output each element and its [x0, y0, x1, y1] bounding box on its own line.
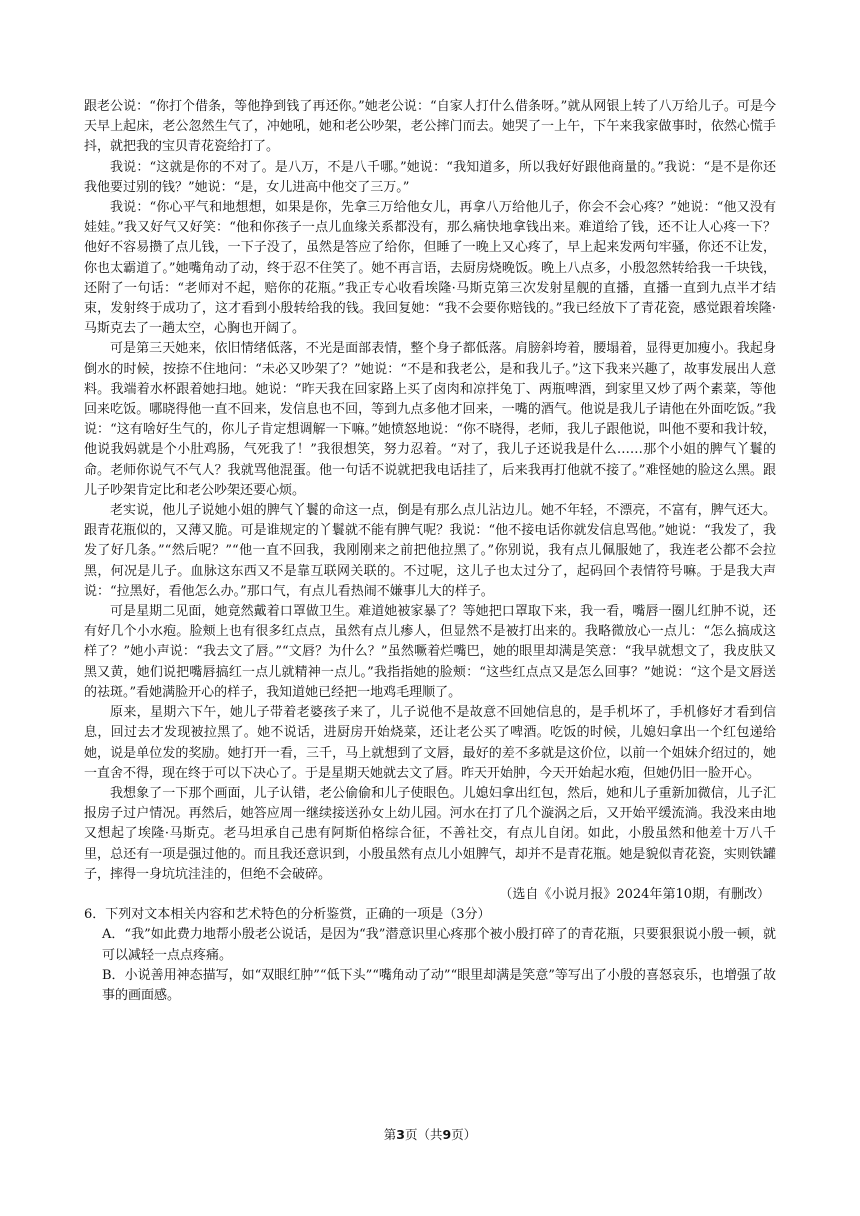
footer-middle: 页（共 [404, 1127, 443, 1142]
paragraph: 跟老公说：“你打个借条，等他挣到钱了再还你。”她老公说：“自家人打什么借条呀。”就从网银上转了八万给儿子。可是今天早上起床，老公忽然生气了，冲她吼，她和老公吵架，老公摔门而去。她哭了一上午，下午来我家做事时，依然心慌手抖，就把我的宝贝青花瓷给打了。 [84, 99, 776, 155]
paragraph: 可是星期二见面，她竟然戴着口罩做卫生。难道她被家暴了？等她把口罩取下来，我一看，嘴唇一圈儿红肿不说，还有好几个小水疱。脸颊上也有很多红点点，虽然有点儿瘆人，但显然不是被打出来的。我略微放心一点儿：“怎么搞成这样了？”她小声说：“我去文了唇。”“文唇？为什么？”虽然噘着烂嘴巴，她的眼里却满是笑意：“我早就想文了，我皮肤又黑又黄，她们说把嘴唇搞红一点儿就精神一点儿。”我指指她的脸颊：“这些红点点又是怎么回事？”她说：“这个是文唇送的祛斑。”看她满脸开心的样子，我知道她已经把一地鸡毛理顺了。 [84, 604, 776, 700]
paragraph: 原来，星期六下午，她儿子带着老婆孩子来了，儿子说他不是故意不回她信息的，是手机坏了，手机修好才看到信息，回过去才发现被拉黑了。她不说话，进厨房开始烧菜，还让老公买了啤酒。吃饭的时候，儿媳妇拿出一个红包递给她，说是单位发的奖励。她打开一看，三千，马上就想到了文唇，最好的差不多就是这价位，以前一个姐妹介绍过的，她一直舍不得，现在终于可以下决心了。于是星期天她就去文了唇。昨天开始肿，今天开始起水疱，但她仍旧一脸开心。 [84, 705, 776, 781]
footer-total-pages: 9 [442, 1127, 452, 1142]
paragraph: 我说：“这就是你的不对了。是八万，不是八千哪。”她说：“我知道多，所以我好好跟他商量的。”我说：“是不是你还我他要过别的钱？”她说：“是，女儿进高中他交了三万。” [84, 159, 776, 195]
document-body [84, 97, 776, 1006]
source-note: （选自《小说月报》2024年第10期，有删改） [499, 886, 770, 902]
paragraph: 可是第三天她来，依旧情绪低落，不光是面部表情，整个身子都低落。肩膀斜垮着，腰塌着，显得更加瘦小。我起身倒水的时候，按捺不住地问：“未必又吵架了？”她说：“不是和我老公，是和我儿子。”这下我来兴趣了，故事发展出人意料。我端着水杯跟着她扫地。她说：“昨天我在回家路上买了卤肉和凉拌兔丁、两瓶啤酒，到家里又炒了两个素菜，等他回来吃饭。哪晓得他一直不回来，发信息也不回，等到九点多他才回来，一嘴的酒气。他说是我儿子请他在外面吃饭。”我说：“这有啥好生气的，你儿子肯定想调解一下嘛。”她愤怒地说：“你不晓得，老师，我儿子跟他说，叫他不要和我计较，他说我妈就是个小肚鸡肠，气死我了！”我很想笑，努力忍着。“对了，我儿子还说我是什么……那个小姐的脾气丫鬟的命。老师你说气不气人？我就骂他混蛋。他一句话不说就把我电话挂了，后来我再打他就不接了。”难怪她的脸这么黑。跟儿子吵架肯定比和老公吵架还要心烦。 [84, 341, 776, 498]
question-stem: 6．下列对文本相关内容和艺术特色的分析鉴赏，正确的一项是（3分） [84, 907, 491, 923]
paragraph: 我想象了一下那个画面，儿子认错，老公偷偷和儿子使眼色。儿媳妇拿出红包，然后，她和儿子重新加微信，儿子汇报房子过户情况。再然后，她答应周一继续接送孙女上幼儿园。河水在打了几个漩涡之后，又开始平缓流淌。我没来由地又想起了埃隆·马斯克。老马坦承自己患有阿斯伯格综合征，不善社交，有点儿自闭。如此，小殷虽然和他差十万八千里，总还有一项是强过他的。而且我还意识到，小殷虽然有点儿小姐脾气，却并不是青花瓶。她是貌似青花瓷，实则铁罐子，摔得一身坑坑洼洼的，但绝不会破碎。 [84, 785, 776, 882]
footer-suffix: 页） [451, 1127, 477, 1142]
footer-page-number: 3 [396, 1127, 405, 1142]
page-footer [0, 1125, 860, 1143]
footer-prefix: 第 [383, 1127, 397, 1142]
paragraph: 我说：“你心平气和地想想，如果是你，先拿三万给他女儿，再拿八万给他儿子，你会不会心疼？”她说：“他又没有娃娃。”我又好气又好笑：“他和你孩子一点儿血缘关系都没有，那么痛快地拿钱出来。难道给了钱，还不让人心疼一下？他好不容易攒了点儿钱，一下子没了，虽然是答应了给你，但睡了一晚上又心疼了，早上起来发两句牢骚，你还不让发，你也太霸道了。”她嘴角动了动，终于忍不住笑了。她不再言语，去厨房烧晚饭。晚上八点多，小殷忽然转给我一千块钱，还附了一句话：“老师对不起，赔你的花瓶。”我正专心收看埃隆·马斯克第三次发射星舰的直播，直播一直到九点半才结束，发射终于成功了，这才看到小殷转给我的钱。我回复她：“我不会要你赔钱的。”我已经放下了青花瓷，感觉跟着埃隆·马斯克去了一趟太空，心胸也开阔了。 [84, 200, 776, 337]
question-option-b: B．小说善用神态描写，如“双眼红肿”“低下头”“嘴角动了动”“眼里却满是笑意”等写出了小殷的喜怒哀乐，也增强了故事的画面感。 [102, 967, 776, 1003]
paragraph: 老实说，他儿子说她小姐的脾气丫鬟的命这一点，倒是有那么点儿沾边儿。她不年轻，不漂亮，不富有，脾气还大。跟青花瓶似的，又薄又脆。可是谁规定的丫鬟就不能有脾气呢？我说：“他不接电话你就发信息骂他。”她说：“我发了，我发了好几条。”“然后呢？”“他一直不回我，我刚刚来之前把他拉黑了。”你别说，我有点儿佩服她了，我连老公都不会拉黑，何况是儿子。血脉这东西又不是靠互联网关联的。不过呢，这儿子也太过分了，起码回个表情符号嘛。于是我大声说：“拉黑好，看他怎么办。”那口气，有点儿看热闹不嫌事儿大的样子。 [84, 503, 776, 599]
question-option-a: A．“我”如此费力地帮小殷老公说话，是因为“我”潜意识里心疼那个被小殷打碎了的青花瓶，只要狠狠说小殷一顿，就可以减轻一点点疼痛。 [102, 927, 776, 963]
